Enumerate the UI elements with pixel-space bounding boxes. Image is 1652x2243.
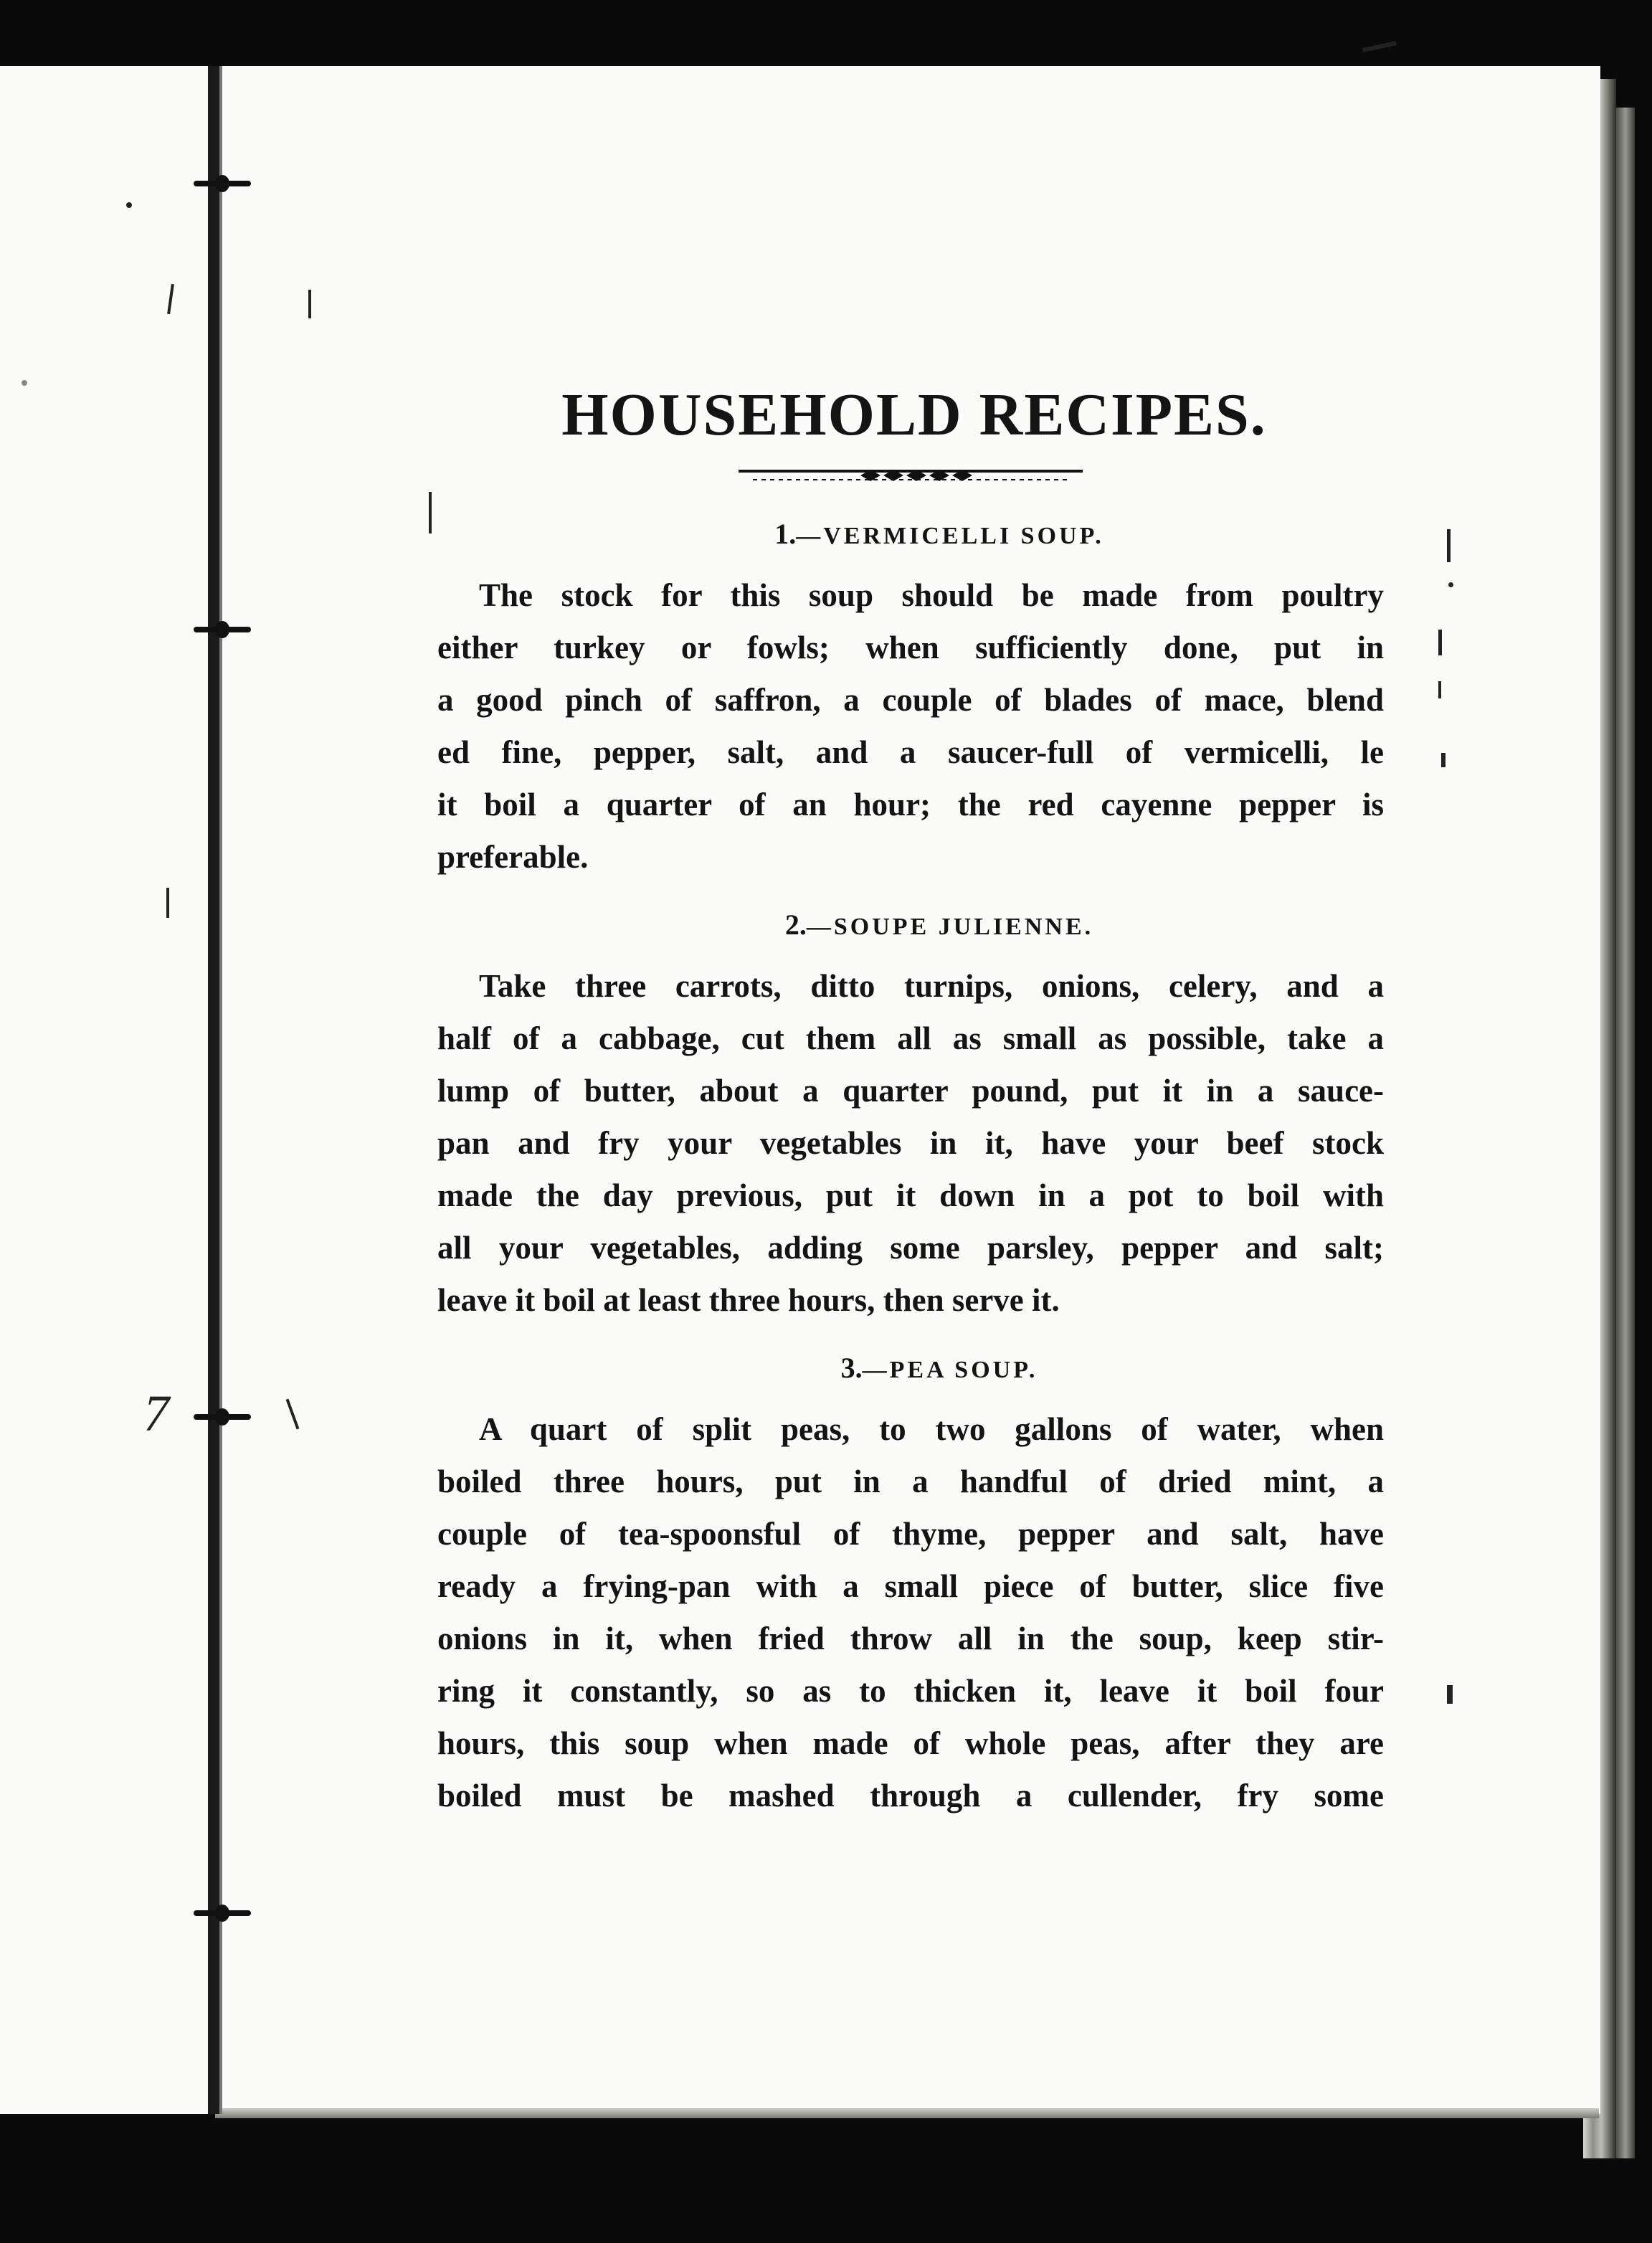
stray-mark [1362,41,1397,52]
recipe-name: SOUPE JULIENNE. [833,914,1094,940]
stray-mark [1448,582,1453,587]
text-line: Take three carrots, ditto turnips, onions, celery, and a [479,968,1384,1004]
recipe-number: 1. [774,518,797,550]
text-line: couple of tea-spoonsful of thyme, pepper and salt, have [437,1516,1384,1552]
text-line: A quart of split peas, to two gallons of water, when [479,1411,1384,1447]
text-line: preferable. [437,839,589,875]
text-line: ring it constantly, so as to thicken it, leave it boil four [437,1673,1384,1709]
stray-mark [1438,630,1442,655]
recipe-text [437,960,1384,1327]
recipe-name: PEA SOUP. [889,1357,1038,1383]
text-line: half of a cabbage, cut them all as small as possible, take a [437,1020,1384,1056]
title-ornament [739,467,1083,484]
text-line: it boil a quarter of an hour; the red cayenne pepper is [437,787,1384,822]
text-line: either turkey or fowls; when sufficiently done, put in [437,630,1384,665]
margin-mark: 7 [143,1385,169,1442]
stray-mark [308,290,311,318]
recipe-dash: — [862,1357,890,1383]
binding-stitch [194,181,251,186]
page-bottom-edge [215,2108,1599,2118]
recipe-text [437,1403,1384,1822]
text-line: a good pinch of saffron, a couple of blades of mace, blend [437,682,1384,718]
stray-mark [1447,529,1451,562]
page-content [437,380,1384,1846]
recipe-number: 3. [840,1352,863,1384]
binding-stitch [194,627,251,632]
text-line: onions in it, when fried throw all in the soup, keep stir- [437,1621,1384,1656]
page-title: HOUSEHOLD RECIPES. [561,381,1267,448]
stray-mark [429,492,432,534]
text-line: pan and fry your vegetables in it, have your beef stock [437,1125,1384,1161]
text-line: made the day previous, put it down in a pot to boil with [437,1177,1384,1213]
binding-stitch [194,1910,251,1916]
binding-spine-highlight [219,66,222,2114]
text-line: The stock for this soup should be made from poultry [479,577,1384,613]
stray-mark [1447,1685,1453,1704]
binding-stitch [194,1414,251,1420]
recipe-text [437,569,1384,883]
text-line: lump of butter, about a quarter pound, put it in a sauce- [437,1073,1384,1109]
recipe-name: VERMICELLI SOUP. [823,523,1104,549]
stray-mark [126,202,132,208]
recipe-heading [437,517,1384,551]
stray-mark [1441,753,1446,767]
stray-mark [166,888,169,918]
text-line: ed fine, pepper, salt, and a saucer-full of vermicelli, le [437,734,1384,770]
binding-spine [208,66,219,2114]
recipe-list [437,517,1384,1822]
page-edge-dark [1616,108,1635,2158]
recipe-heading [437,908,1384,942]
recipe-dash: — [796,523,824,549]
recipe-number: 2. [784,909,807,941]
text-line: all your vegetables, adding some parsley, pepper and salt; [437,1230,1384,1266]
text-line: hours, this soup when made of whole peas, after they are [437,1725,1384,1761]
text-line: ready a frying-pan with a small piece of butter, slice five [437,1568,1384,1604]
text-line: boiled three hours, put in a handful of dried mint, a [437,1464,1384,1499]
stray-mark [1438,681,1441,698]
recipe-heading [437,1351,1384,1385]
text-line: boiled must be mashed through a cullender, fry some [437,1778,1384,1813]
text-line: leave it boil at least three hours, then serve it. [437,1282,1060,1318]
stray-mark [22,380,27,386]
recipe-dash: — [806,914,834,940]
